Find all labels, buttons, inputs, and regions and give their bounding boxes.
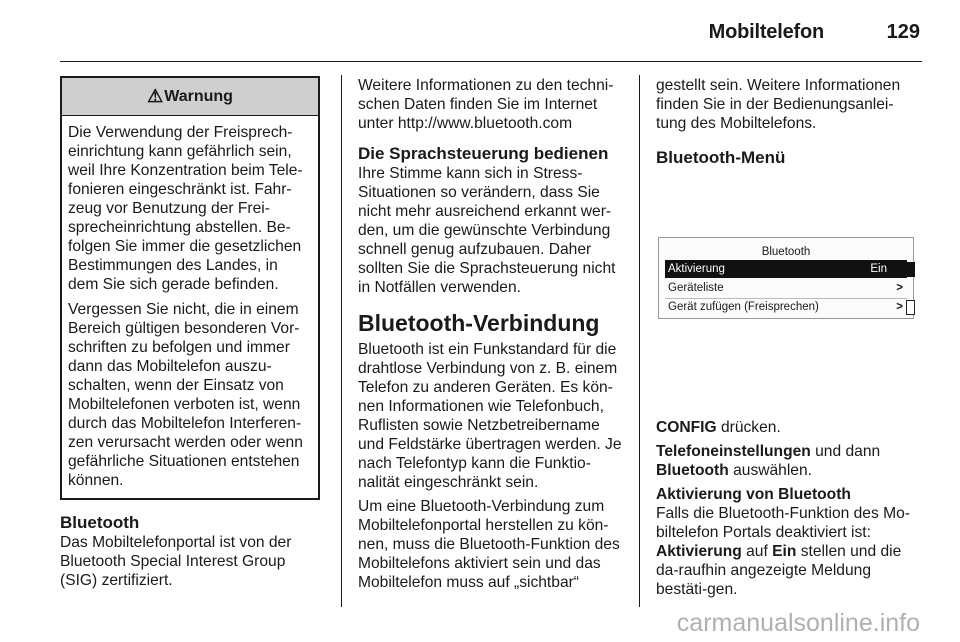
- step-settings: Telefoneinstellungen und dann Bluetooth auswählen.: [656, 443, 881, 479]
- warning-header: [62, 78, 318, 116]
- menu-item-label: Gerät zufügen (Freisprechen): [668, 301, 819, 313]
- column-2: [358, 76, 624, 597]
- page-header-title: Mobiltelefon: [708, 21, 824, 43]
- menu-item-geraet-zufuegen[interactable]: [665, 298, 907, 316]
- column-divider-1: [341, 75, 342, 607]
- warning-body: [62, 116, 318, 498]
- column-1: [60, 76, 324, 595]
- voice-control-heading: Die Sprachsteuerung bedienen: [358, 144, 609, 163]
- menu-item-label: Aktivierung: [668, 263, 725, 275]
- bluetooth-intro-text: Das Mobiltelefonportal ist von der Bluetooth Special Interest Group (SIG) zertifiziert.: [60, 534, 292, 589]
- chevron-right-icon: >: [896, 282, 903, 294]
- voice-control-text: Ihre Stimme kann sich in Stress-Situationen so verändern, dass Sie nicht mehr ausreichend erkannt wer-den, um die gewünschte Verbindung schnell genug aufzubauen. Daher sollten Sie die Sprachsteuerung nicht in Notfällen verwenden.: [358, 165, 616, 296]
- chevron-right-icon: >: [896, 301, 903, 313]
- column-3: [656, 76, 922, 604]
- bluetooth-connection-heading: Bluetooth-Verbindung: [358, 310, 600, 336]
- screen-title: Bluetooth: [761, 246, 811, 258]
- warning-box: [60, 76, 320, 500]
- menu-item-label: Geräteliste: [668, 282, 724, 294]
- activation-text: Falls die Bluetooth-Funktion des Mo-biltelefon Portals deaktiviert ist:: [656, 505, 910, 541]
- bluetooth-menu-screenshot: [656, 182, 916, 408]
- page-number: 129: [886, 21, 920, 43]
- activation-instruction: Aktivierung auf Ein stellen und die da-raufhin angezeigte Meldung bestäti-gen.: [656, 543, 902, 598]
- info-paragraph: Weitere Informationen zu den techni-schen Daten finden Sie im Internet unter http://www.bluetooth.com: [358, 77, 614, 132]
- warning-triangle-icon: ⚠: [147, 86, 164, 106]
- connection-paragraph-2: Um eine Bluetooth-Verbindung zum Mobiltelefonportal herstellen zu kön-nen, muss die Bluetooth-Funktion des Mobiltelefons aktiviert sein und das Mobiltelefon muss auf „sichtbar“: [358, 498, 620, 591]
- warning-title: Warnung: [164, 88, 233, 105]
- connection-paragraph-1: Bluetooth ist ein Funkstandard für die drahtlose Verbindung von z. B. einem Telefon zu anderen Geräten. Es kön-nen Informationen wie Telefonbuch, Ruflisten sowie Netzbetreibername und Feldstärke übertragen werden. Je nach Telefontyp kann die Funktio-nalität eingeschränkt sein.: [358, 341, 622, 491]
- bluetooth-menu-heading: Bluetooth-Menü: [656, 148, 786, 167]
- header-rule: [60, 61, 922, 62]
- menu-item-value: Ein: [870, 263, 887, 275]
- step-config: CONFIG drücken.: [656, 419, 781, 436]
- warning-paragraph: Vergessen Sie nicht, die in einem Bereich gültigen besonderen Vor-schriften zu befolgen und immer dann das Mobiltelefon auszu-schalten, wenn der Einsatz von Mobiltelefonen verboten ist, wenn durch das Mobiltelefon Interferen-zen verursacht werden oder wenn gefährliche Situationen entstehen können.: [68, 301, 303, 489]
- menu-item-aktivierung[interactable]: [665, 260, 907, 278]
- activation-heading: Aktivierung von Bluetooth: [656, 486, 851, 503]
- menu-item-geraeteliste[interactable]: [665, 279, 907, 297]
- bluetooth-heading: Bluetooth: [60, 513, 140, 532]
- watermark: carmanualsonline.info: [676, 609, 920, 637]
- scrollbar-icon: [906, 262, 915, 277]
- continuation-paragraph: gestellt sein. Weitere Informationen finden Sie in der Bedienungsanlei-tung des Mobiltelefons.: [656, 77, 901, 132]
- scrollbar-track-icon: [906, 300, 915, 315]
- display-panel: [658, 237, 914, 319]
- column-divider-2: [639, 75, 640, 607]
- warning-paragraph: Die Verwendung der Freisprech-einrichtung kann gefährlich sein, weil Ihre Konzentration beim Tele-fonieren eingeschränkt ist. Fahr-zeug vor Benutzung der Frei-sprecheinrichtung abstellen. Be-folgen Sie immer die gesetzlichen Bestimmungen des Landes, in dem Sie sich gerade befinden.: [68, 124, 303, 293]
